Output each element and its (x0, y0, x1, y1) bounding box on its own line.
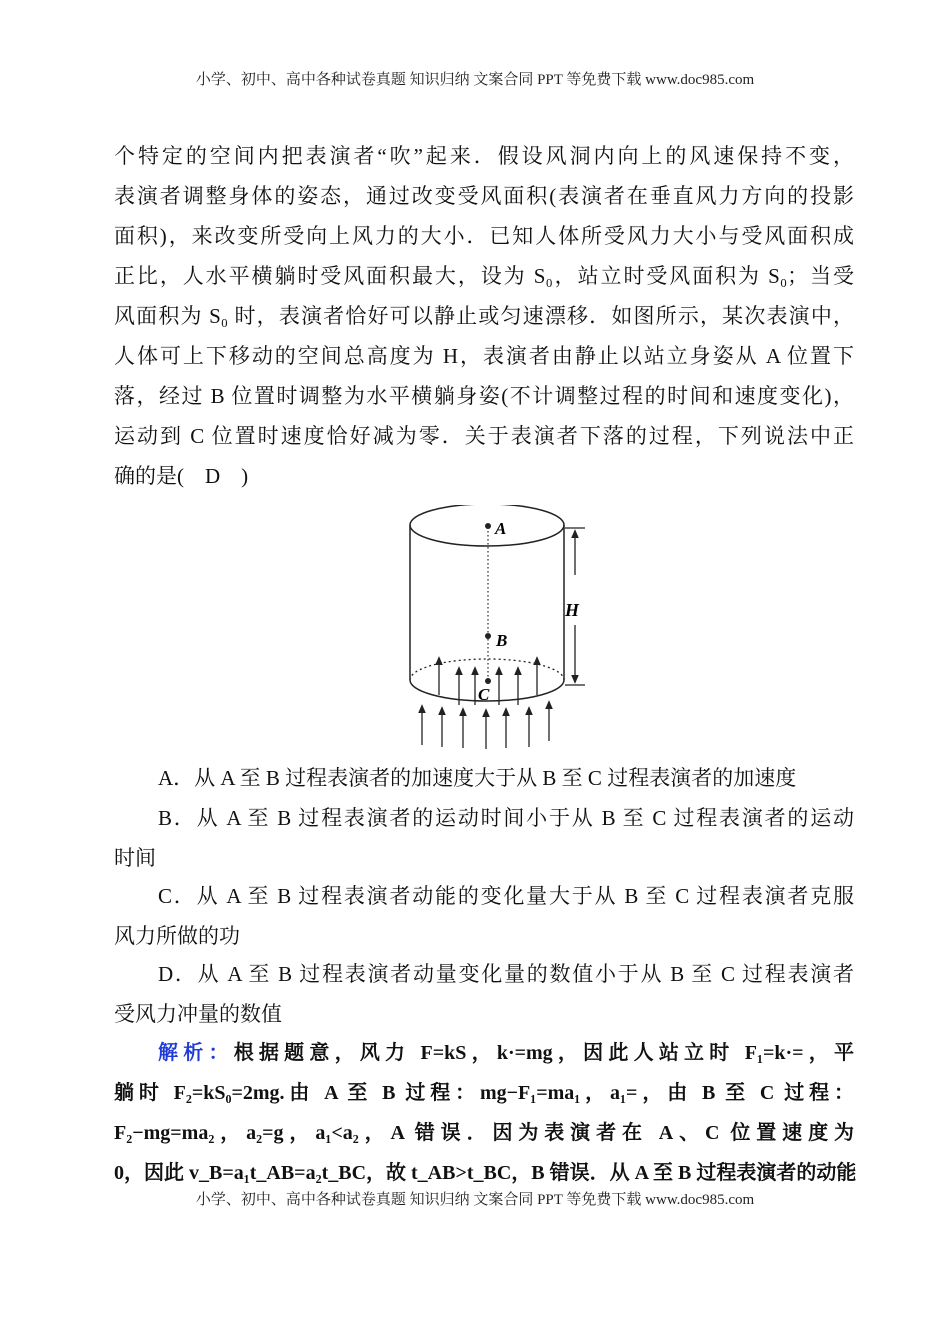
option-line: 受风力冲量的数值 (114, 1002, 282, 1026)
wind-tunnel-diagram (395, 505, 595, 750)
question-line-answer: 确的是( D ) (114, 464, 249, 488)
question-line: 风面积为 S₀ 时，表演者恰好可以静止或匀速漂移．如图所示，某次表演中， (114, 304, 854, 328)
label-c: C (478, 685, 490, 704)
question-stem (114, 136, 854, 496)
label-h: H (565, 600, 580, 620)
option-line: 时间 (114, 846, 156, 870)
question-line: 正比，人水平横躺时受风面积最大，设为 S₀，站立时受风面积为 S₀；当受 (114, 264, 854, 288)
page-header-banner: 小学、初中、高中各种试卷真题 知识归纳 文案合同 PPT 等免费下载 www.doc985.com (195, 72, 755, 88)
solution-line: 解析：根据题意，风力 F=kS，k·=mg，因此人站立时 F₁=k·=，平 (158, 1042, 854, 1064)
option-line: B．从 A 至 B 过程表演者的运动时间小于从 B 至 C 过程表演者的运动 (158, 806, 854, 830)
page-footer-banner: 小学、初中、高中各种试卷真题 知识归纳 文案合同 PPT 等免费下载 www.doc985.com (195, 1192, 755, 1208)
option-line: D．从 A 至 B 过程表演者动量变化量的数值小于从 B 至 C 过程表演者 (158, 962, 854, 986)
cylinder-figure (395, 505, 595, 750)
option-c (114, 876, 854, 956)
solution-line: F₂−mg=ma₂，a₂=g，a₁<a₂，A 错误．因为表演者在 A、C 位置速度为 (114, 1122, 854, 1144)
question-line: 面积)，来改变所受向上风力的大小．已知人体所受风力大小与受风面积成 (114, 224, 854, 248)
solution-block (114, 1033, 857, 1193)
label-a: A (495, 519, 507, 538)
question-line: 个特定的空间内把表演者“吹”起来．假设风洞内向上的风速保持不变， (114, 144, 854, 168)
solution-line: 0，因此 v_B=a₁t_AB=a₂t_BC，故 t_AB>t_BC，B 错误．从 A 至 B 过程表演者的动能 (114, 1162, 857, 1184)
option-line: C．从 A 至 B 过程表演者动能的变化量大于从 B 至 C 过程表演者克服 (158, 884, 854, 908)
solution-label: 解析： (158, 1042, 234, 1064)
question-line: 落，经过 B 位置时调整为水平横躺身姿(不计调整过程的时间和速度变化)， (114, 384, 854, 408)
solution-line: 躺时 F₂=kS₀=2mg.由 A 至 B 过程：mg−F₁=ma₁，a₁=，由 B 至 C 过程： (114, 1082, 854, 1104)
option-line: 风力所做的功 (114, 924, 240, 948)
option-b (114, 798, 854, 878)
option-d (114, 954, 854, 1034)
option-line: A．从 A 至 B 过程表演者的加速度大于从 B 至 C 过程表演者的加速度 (158, 766, 797, 790)
label-b: B (496, 631, 508, 650)
option-a (114, 758, 854, 798)
question-line: 人体可上下移动的空间总高度为 H，表演者由静止以站立身姿从 A 位置下 (114, 344, 854, 368)
question-line: 表演者调整身体的姿态，通过改变受风面积(表演者在垂直风力方向的投影 (114, 184, 854, 208)
question-line: 运动到 C 位置时速度恰好减为零．关于表演者下落的过程，下列说法中正 (114, 424, 854, 448)
